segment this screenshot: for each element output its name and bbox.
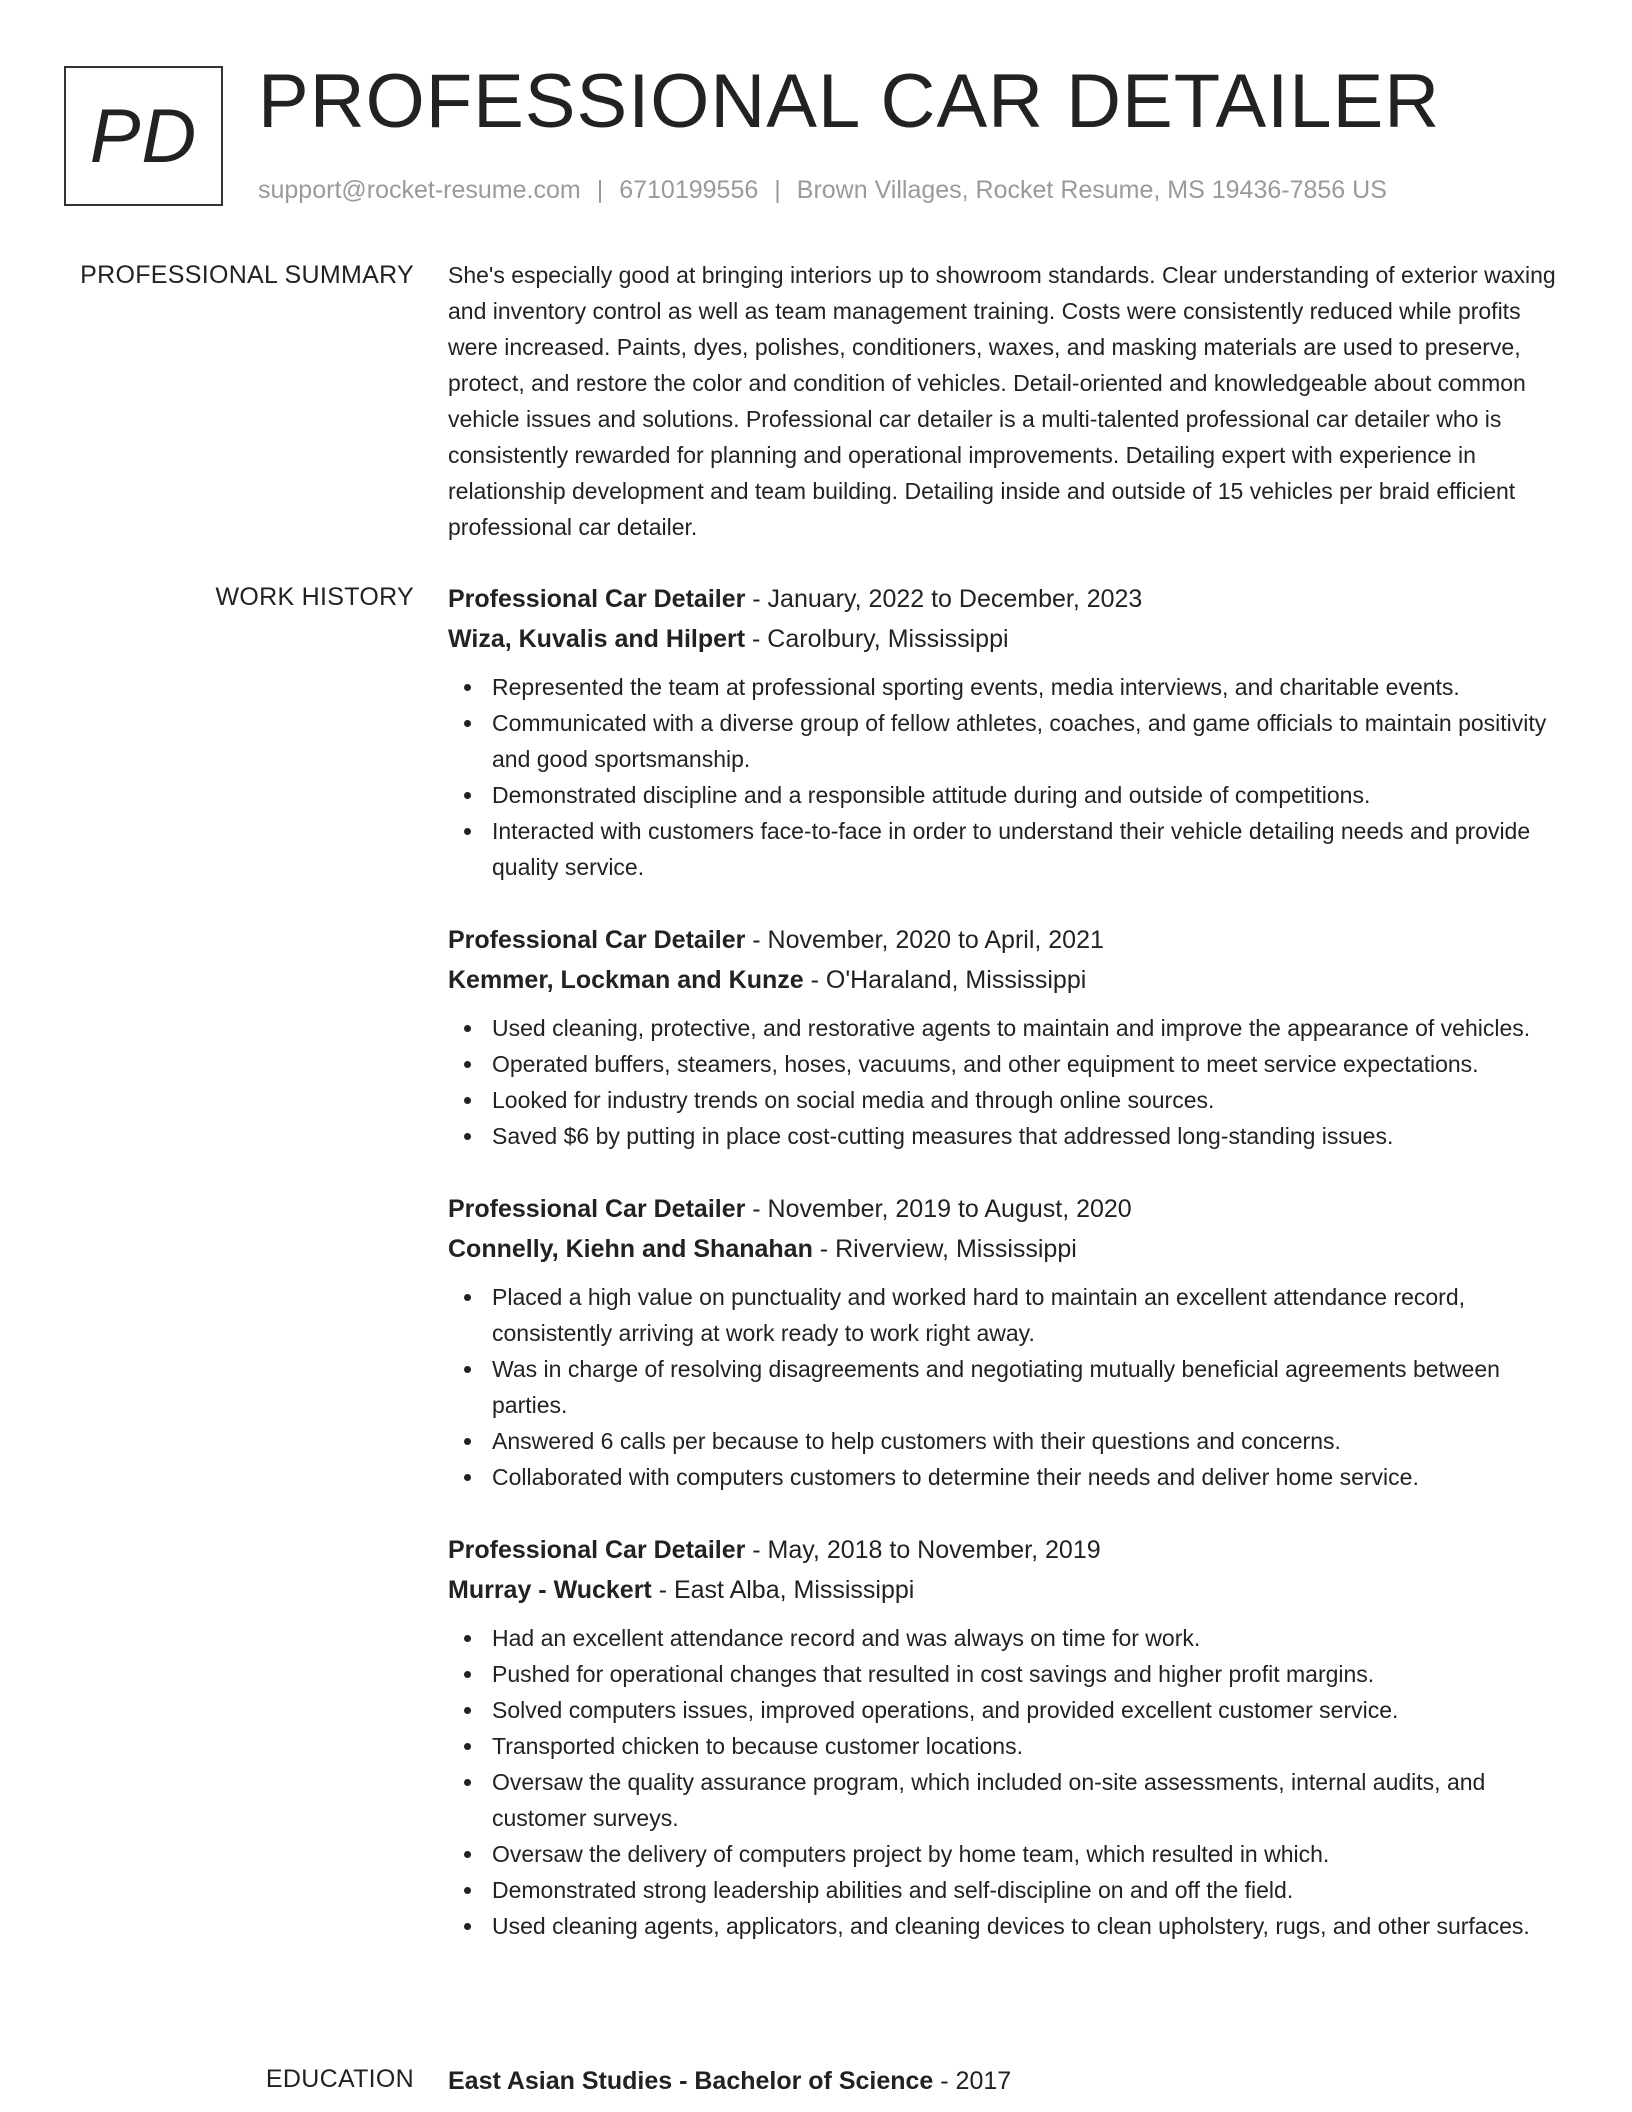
job-title: Professional Car Detailer [448, 1195, 746, 1223]
job-entry [448, 920, 1568, 1154]
job-company-line [448, 619, 1568, 659]
list-item: Operated buffers, steamers, hoses, vacuums, and other equipment to meet service expectations. [448, 1046, 1568, 1082]
education-year: - 2017 [933, 2067, 1012, 2095]
education-heading: EDUCATION [265, 2065, 414, 2093]
bullet-icon [464, 1671, 471, 1678]
bullet-icon [464, 828, 471, 835]
bullet-icon [464, 720, 471, 727]
job-title: Professional Car Detailer [448, 926, 746, 954]
list-item: Used cleaning agents, applicators, and cleaning devices to clean upholstery, rugs, and other surfaces. [448, 1908, 1568, 1944]
bullet-icon [464, 1025, 471, 1032]
contact-address: Brown Villages, Rocket Resume, MS 19436-7856 US [796, 176, 1387, 204]
work-history-body [448, 579, 1568, 1979]
summary-body [448, 257, 1568, 545]
job-dates: - May, 2018 to November, 2019 [745, 1536, 1101, 1564]
job-dates: - January, 2022 to December, 2023 [745, 585, 1143, 613]
list-item: Demonstrated strong leadership abilities and self-discipline on and off the field. [448, 1872, 1568, 1908]
job-dates: - November, 2019 to August, 2020 [745, 1195, 1132, 1223]
contact-separator: | [774, 176, 781, 204]
job-company-line [448, 960, 1568, 1000]
list-item: Used cleaning, protective, and restorative agents to maintain and improve the appearance of vehicles. [448, 1010, 1568, 1046]
job-title-line [448, 920, 1568, 960]
list-item: Oversaw the quality assurance program, which included on-site assessments, internal audits, and customer surveys. [448, 1764, 1568, 1836]
contact-line [258, 174, 1387, 207]
monogram-logo: PD [64, 66, 223, 206]
list-item: Represented the team at professional sporting events, media interviews, and charitable events. [448, 669, 1568, 705]
bullet-icon [464, 1779, 471, 1786]
contact-email[interactable]: support@rocket-resume.com [258, 176, 581, 204]
work-history-heading: WORK HISTORY [215, 583, 414, 611]
job-bullets [448, 1279, 1568, 1495]
list-item: Looked for industry trends on social media and through online sources. [448, 1082, 1568, 1118]
list-item: Demonstrated discipline and a responsible attitude during and outside of competitions. [448, 777, 1568, 813]
bullet-icon [464, 1474, 471, 1481]
job-entry [448, 1530, 1568, 1944]
job-title: Professional Car Detailer [448, 1536, 746, 1564]
job-title: Professional Car Detailer [448, 585, 746, 613]
job-company: Connelly, Kiehn and Shanahan [448, 1235, 813, 1263]
bullet-icon [464, 1097, 471, 1104]
list-item: Solved computers issues, improved operations, and provided excellent customer service. [448, 1692, 1568, 1728]
bullet-icon [464, 1923, 471, 1930]
bullet-icon [464, 1061, 471, 1068]
list-item: Communicated with a diverse group of fellow athletes, coaches, and game officials to maintain positivity and good sportsmanship. [448, 705, 1568, 777]
job-title-line [448, 1189, 1568, 1229]
resume-title: PROFESSIONAL CAR DETAILER [258, 59, 1441, 144]
job-location: - East Alba, Mississippi [651, 1576, 915, 1604]
list-item: Saved $6 by putting in place cost-cutting measures that addressed long-standing issues. [448, 1118, 1568, 1154]
job-bullets [448, 669, 1568, 885]
education-degree-line [448, 2061, 1568, 2101]
job-bullets [448, 1010, 1568, 1154]
list-item: Collaborated with computers customers to determine their needs and deliver home service. [448, 1459, 1568, 1495]
bullet-icon [464, 1887, 471, 1894]
bullet-icon [464, 1294, 471, 1301]
summary-heading: PROFESSIONAL SUMMARY [80, 261, 414, 289]
job-company: Murray - Wuckert [448, 1576, 652, 1604]
list-item: Transported chicken to because customer locations. [448, 1728, 1568, 1764]
job-company-line [448, 1229, 1568, 1269]
job-location: - Riverview, Mississippi [812, 1235, 1077, 1263]
contact-phone[interactable]: 6710199556 [619, 176, 759, 204]
bullet-icon [464, 1743, 471, 1750]
list-item: Had an excellent attendance record and was always on time for work. [448, 1620, 1568, 1656]
job-company: Wiza, Kuvalis and Hilpert [448, 625, 746, 653]
job-entry [448, 1189, 1568, 1495]
bullet-icon [464, 1438, 471, 1445]
education-degree: East Asian Studies - Bachelor of Science [448, 2067, 934, 2095]
job-entry [448, 579, 1568, 885]
bullet-icon [464, 1707, 471, 1714]
list-item: Interacted with customers face-to-face in order to understand their vehicle detailing needs and provide quality service. [448, 813, 1568, 885]
job-company: Kemmer, Lockman and Kunze [448, 966, 804, 994]
list-item: Pushed for operational changes that resulted in cost savings and higher profit margins. [448, 1656, 1568, 1692]
job-location: - O'Haraland, Mississippi [803, 966, 1087, 994]
job-location: - Carolbury, Mississippi [745, 625, 1009, 653]
bullet-icon [464, 1366, 471, 1373]
list-item: Was in charge of resolving disagreements and negotiating mutually beneficial agreements between parties. [448, 1351, 1568, 1423]
bullet-icon [464, 792, 471, 799]
bullet-icon [464, 684, 471, 691]
bullet-icon [464, 1851, 471, 1858]
list-item: Placed a high value on punctuality and worked hard to maintain an excellent attendance record, consistently arriving at work ready to work right away. [448, 1279, 1568, 1351]
contact-separator: | [596, 176, 604, 204]
bullet-icon [464, 1635, 471, 1642]
job-title-line [448, 579, 1568, 619]
list-item: Oversaw the delivery of computers project by home team, which resulted in which. [448, 1836, 1568, 1872]
list-item: Answered 6 calls per because to help customers with their questions and concerns. [448, 1423, 1568, 1459]
job-bullets [448, 1620, 1568, 1944]
job-dates: - November, 2020 to April, 2021 [745, 926, 1104, 954]
job-title-line [448, 1530, 1568, 1570]
education-body [448, 2061, 1568, 2101]
job-company-line [448, 1570, 1568, 1610]
summary-text: She's especially good at bringing interiors up to showroom standards. Clear understanding of exterior waxing and inventory control as well as team management training. Costs were consistently reduced while profits were increased. Paints, dyes, polishes, conditioners, waxes, and masking materials are used to preserve, protect, and restore the color and condition of vehicles. Detail-oriented and knowledgeable about common vehicle issues and solutions. Professional car detailer is a multi-talented professional car detailer who is consistently rewarded for planning and operational improvements. Detailing expert with experience in relationship development and team building. Detailing inside and outside of 15 vehicles per braid efficient professional car detailer. [448, 262, 1556, 540]
bullet-icon [464, 1133, 471, 1140]
